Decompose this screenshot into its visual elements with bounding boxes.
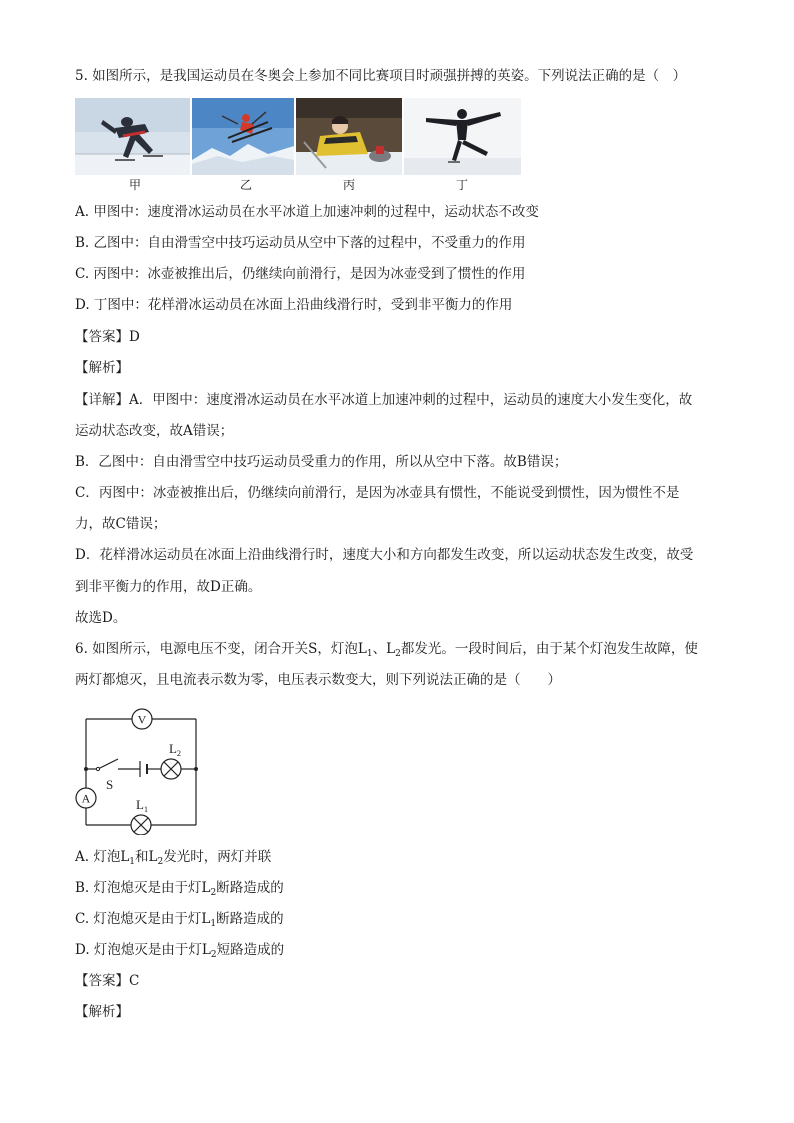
q5-option-b: B. 乙图中：自由滑雪空中技巧运动员从空中下落的过程中，不受重力的作用 — [75, 235, 526, 251]
q6-option-d: D. 灯泡熄灭是由于灯$L_2$短路造成的 — [75, 942, 285, 960]
photo-aerial-skier — [192, 98, 294, 175]
svg-text:A: A — [81, 791, 91, 806]
q6-option-b: B. 灯泡熄灭是由于灯$L_2$断路造成的 — [75, 880, 284, 898]
q5-option-c: C. 丙图中：冰壶被推出后，仍继续向前滑行，是因为冰壶受到了惯性的作用 — [75, 266, 526, 282]
q6-answer: 【答案】C — [75, 973, 140, 989]
q5-detail-line: 故选D。 — [75, 610, 127, 626]
q5-detail-line: B．乙图中：自由滑雪空中技巧运动员受重力的作用，所以从空中下落。故B错误； — [75, 454, 568, 470]
q5-option-d: D. 丁图中：花样滑冰运动员在冰面上沿曲线滑行时，受到非平衡力的作用 — [75, 297, 513, 313]
lamp-l2-label: $L_2$ — [169, 741, 181, 758]
lamp-l2-icon — [161, 759, 181, 779]
q6-stem-line-2: 两灯都熄灭，且电流表示数为零，电压表示数变大，则下列说法正确的是（ ） — [75, 672, 561, 688]
q5-detail-line: 力，故C错误； — [75, 516, 167, 532]
svg-text:V: V — [137, 712, 147, 727]
q5-answer: 【答案】D — [75, 329, 140, 345]
lamp-l1-label: $L_1$ — [136, 797, 148, 814]
caption-ding: 丁 — [455, 178, 468, 192]
q5-option-a: A. 甲图中：速度滑冰运动员在水平冰道上加速冲刺的过程中，运动状态不改变 — [75, 204, 539, 220]
switch-label: S — [106, 777, 114, 792]
q5-stem: 5. 如图所示，是我国运动员在冬奥会上参加不同比赛项目时顽强拼搏的英姿。下列说法正确的是（ ） — [75, 68, 687, 84]
photo-figure-skater — [404, 98, 521, 175]
voltmeter-icon — [132, 709, 152, 729]
q5-photo-strip — [75, 98, 525, 194]
caption-bing: 丙 — [342, 178, 355, 192]
caption-jia: 甲 — [128, 178, 141, 192]
circuit-diagram — [66, 705, 216, 835]
lamp-l1-icon — [131, 815, 151, 835]
q5-detail-line: D．花样滑冰运动员在冰面上沿曲线滑行时，速度大小和方向都发生改变，所以运动状态发生改变，故受 — [75, 547, 694, 563]
q5-detail-line: C．丙图中：冰壶被推出后，仍继续向前滑行，是因为冰壶具有惯性，不能说受到惯性，因为惯性不是 — [75, 485, 680, 501]
q5-detail-line: 到非平衡力的作用，故D正确。 — [75, 579, 262, 595]
q6-option-c: C. 灯泡熄灭是由于灯$L_1$断路造成的 — [75, 911, 284, 929]
q5-detail-line: 【详解】A．甲图中：速度滑冰运动员在水平冰道上加速冲刺的过程中，运动员的速度大小发生变化，故 — [75, 392, 693, 408]
q5-analysis-label: 【解析】 — [75, 360, 129, 376]
q6-stem-line-1: 6. 如图所示，电源电压不变，闭合开关S，灯泡$L_1$、$L_2$都发光。一段时间后，由于某个灯泡发生故障，使 — [75, 641, 698, 659]
q5-detail-line: 运动状态改变，故A错误； — [75, 423, 234, 439]
photo-speed-skater — [75, 98, 190, 175]
q6-option-a: A. 灯泡$L_1$和$L_2$发光时，两灯并联 — [75, 849, 272, 867]
ammeter-icon — [76, 788, 96, 808]
caption-yi: 乙 — [239, 178, 252, 192]
photo-curler — [296, 98, 402, 175]
q6-analysis-label: 【解析】 — [75, 1004, 129, 1020]
